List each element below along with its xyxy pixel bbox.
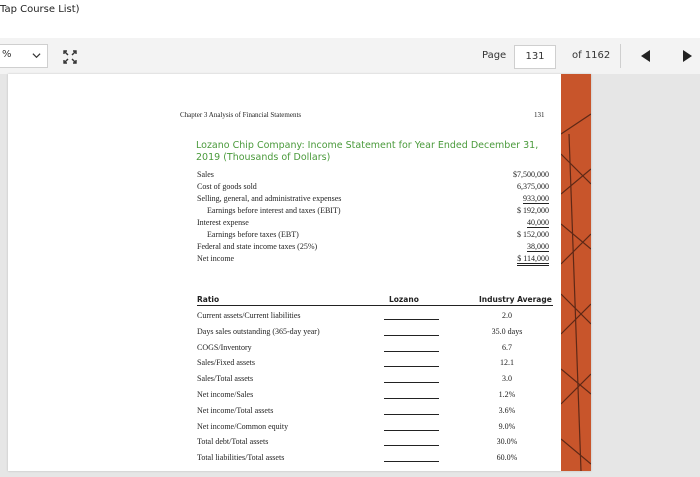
next-page-icon[interactable]	[678, 47, 696, 65]
industry-average-value: 35.0 days	[491, 326, 523, 336]
line-item-label: Earnings before taxes (EBT)	[207, 230, 299, 239]
lozano-answer-blank	[384, 351, 439, 352]
lozano-answer-blank	[384, 382, 439, 383]
ratio-row	[197, 437, 553, 449]
ratio-label: Sales/Total assets	[197, 374, 254, 384]
industry-average-value: 6.7	[502, 342, 512, 352]
line-item-label: Cost of goods sold	[197, 182, 257, 191]
ratio-label: Net income/Common equity	[197, 421, 289, 431]
industry-average-value: 3.0	[502, 374, 512, 384]
line-item-value: 40,000	[527, 218, 549, 227]
ratio-row	[197, 422, 553, 434]
lozano-answer-blank	[384, 430, 439, 431]
window-title: Tap Course List)	[0, 4, 80, 15]
line-item-value: 38,000	[527, 242, 549, 251]
statement-title: Lozano Chip Company: Income Statement for Year Ended December 31, 2019 (Thousands of Dollars)	[196, 140, 539, 163]
company-column-header: Lozano	[389, 295, 419, 304]
income-statement-row	[197, 242, 549, 253]
lozano-answer-blank	[384, 414, 439, 415]
income-statement-row	[197, 206, 549, 217]
document-viewer[interactable]	[0, 74, 700, 477]
line-item-value: $7,500,000	[513, 170, 549, 179]
line-item-value: $ 192,000	[517, 206, 549, 215]
title-bar	[0, 0, 700, 28]
lozano-answer-blank	[384, 445, 439, 446]
line-item-label: Selling, general, and administrative expenses	[197, 194, 342, 203]
industry-average-value: 12.1	[500, 358, 514, 368]
lozano-answer-blank	[384, 335, 439, 336]
document-page	[8, 74, 591, 471]
income-statement-row	[197, 218, 549, 229]
line-item-value: $ 114,000	[517, 254, 549, 266]
ratio-row	[197, 358, 553, 370]
page-total: of 1162	[572, 50, 611, 61]
income-statement-row	[197, 170, 549, 181]
ratio-row	[197, 374, 553, 386]
ratio-row	[197, 327, 553, 339]
industry-average-value: 30.0%	[496, 437, 518, 447]
line-item-value: 6,375,000	[517, 182, 549, 191]
fit-page-icon[interactable]	[62, 49, 78, 65]
industry-average-value: 9.0%	[498, 421, 516, 431]
ratio-row	[197, 311, 553, 323]
industry-average-value: 60.0%	[496, 453, 518, 463]
zoom-value: %	[2, 49, 12, 60]
ratio-label: Net income/Total assets	[197, 405, 274, 415]
lozano-answer-blank	[384, 461, 439, 462]
page-side-graphic	[561, 74, 591, 471]
ratio-label: COGS/Inventory	[197, 342, 252, 352]
industry-average-value: 3.6%	[498, 405, 516, 415]
income-statement-row	[197, 182, 549, 193]
decorative-pattern	[561, 74, 591, 471]
lozano-answer-blank	[384, 398, 439, 399]
income-statement-row	[197, 230, 549, 241]
zoom-select[interactable]	[0, 44, 48, 68]
line-item-label: Sales	[197, 170, 214, 179]
ratio-column-header: Ratio	[197, 295, 220, 304]
viewer-toolbar	[0, 38, 700, 74]
industry-average-value: 1.2%	[498, 390, 516, 399]
line-item-label: Interest expense	[197, 218, 249, 227]
ratio-table-header	[197, 295, 553, 306]
chevron-down-icon	[32, 51, 41, 60]
income-statement-row	[197, 254, 549, 265]
page-number-input[interactable]: 131	[514, 45, 556, 69]
ratio-row	[197, 453, 553, 465]
line-item-value: 933,000	[523, 194, 549, 203]
ratio-label: Total debt/Total assets	[197, 437, 269, 447]
line-item-label: Federal and state income taxes (25%)	[197, 242, 318, 251]
page-label: Page	[482, 50, 507, 61]
ratio-label: Total liabilities/Total assets	[197, 453, 285, 463]
ratio-row	[197, 343, 553, 355]
chapter-header: Chapter 3 Analysis of Financial Statements	[180, 111, 302, 119]
line-item-label: Net income	[197, 254, 235, 263]
line-item-value: $ 152,000	[517, 230, 549, 239]
lozano-answer-blank	[384, 366, 439, 367]
line-item-label: Earnings before interest and taxes (EBIT)	[207, 206, 341, 215]
ratio-row	[197, 406, 553, 418]
ratio-row	[197, 390, 553, 402]
page-number: 131	[534, 111, 545, 119]
ratio-label: Days sales outstanding (365-day year)	[197, 326, 320, 336]
lozano-answer-blank	[384, 319, 439, 320]
ratio-label: Current assets/Current liabilities	[197, 311, 301, 320]
ratio-label: Sales/Fixed assets	[197, 358, 255, 368]
previous-page-icon[interactable]	[637, 47, 655, 65]
industry-column-header: Industry Average	[479, 295, 552, 304]
ratio-label: Net income/Sales	[197, 390, 254, 399]
income-statement-row	[197, 194, 549, 205]
toolbar-divider	[620, 44, 621, 68]
industry-average-value: 2.0	[502, 311, 512, 320]
